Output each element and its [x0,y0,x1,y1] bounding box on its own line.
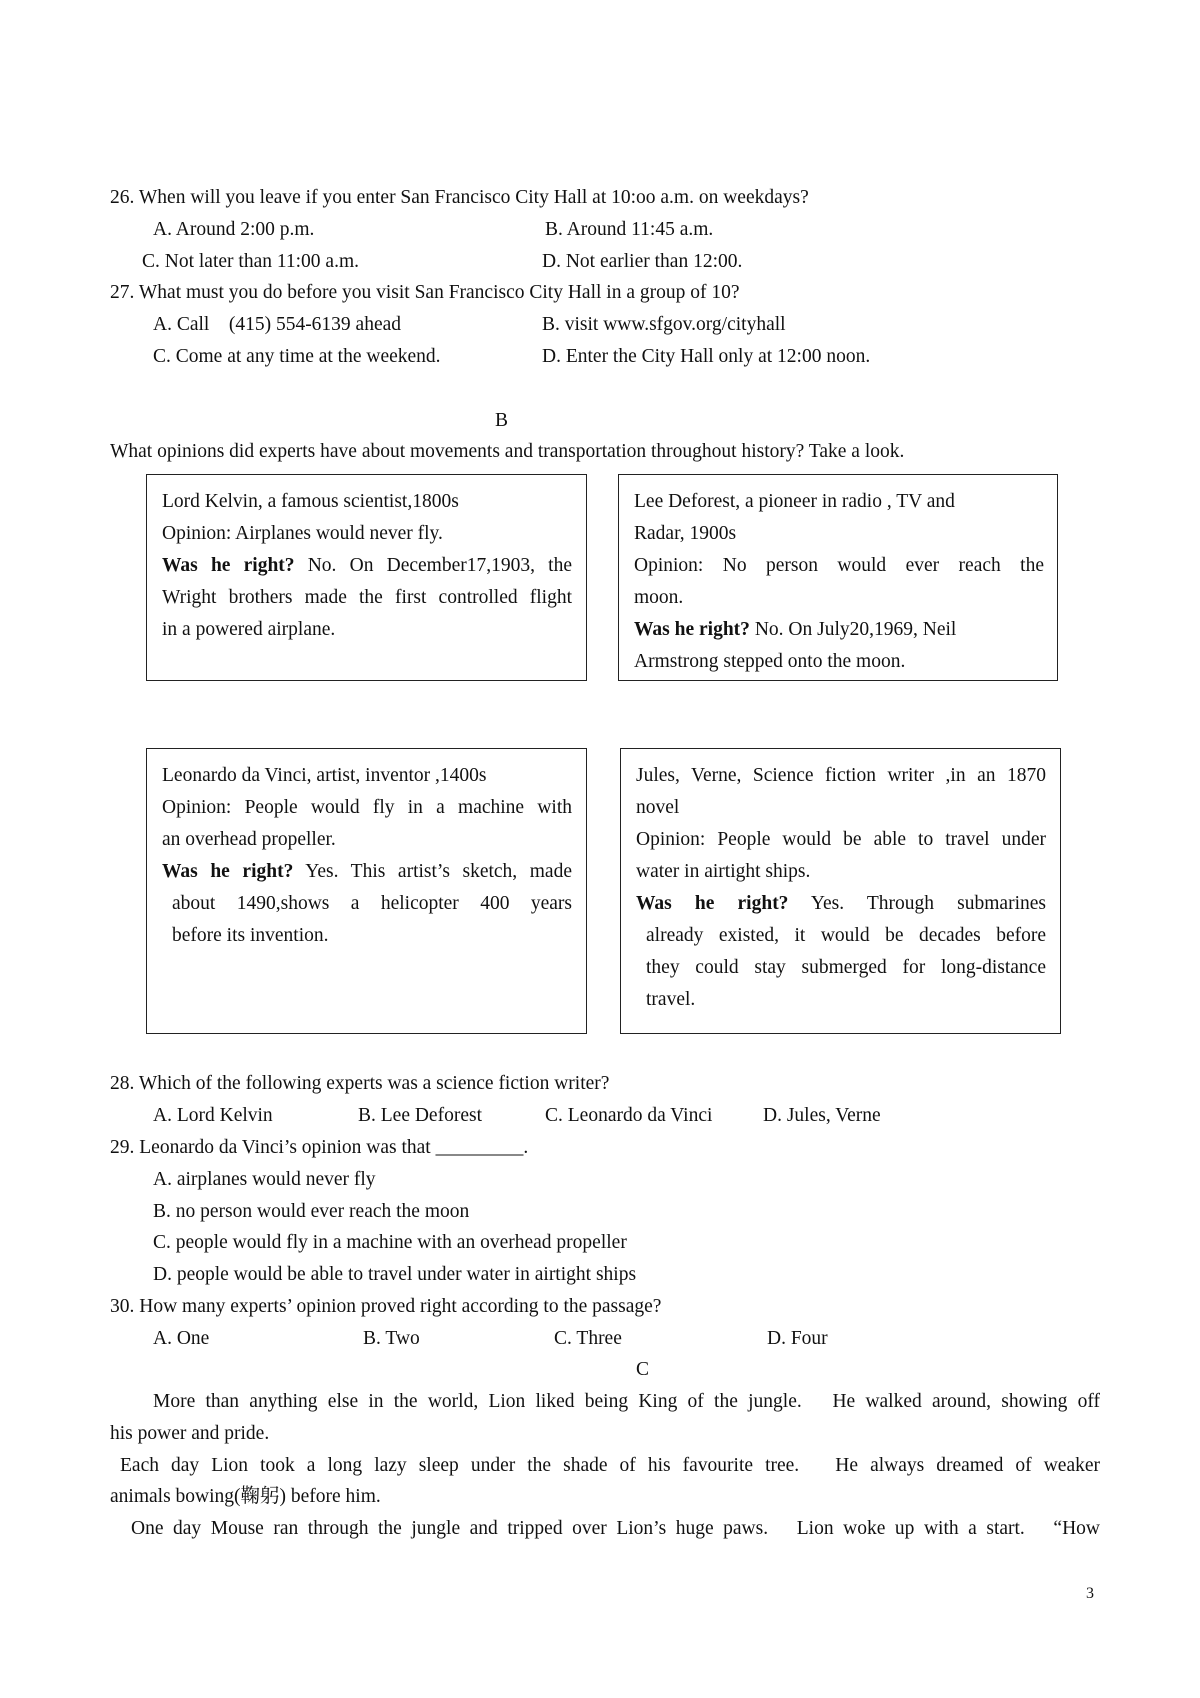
passage-c-line-5: One day Mouse ran through the jungle and tripped over Lion’s huge paws. Lion woke up with a start. “How [131,1518,1100,1539]
q30-option-b: B. Two [363,1328,420,1349]
q30-option-a: A. One [153,1328,210,1349]
verne-verdict-end: travel. [646,989,696,1010]
q27-stem: 27. What must you do before you visit San Francisco City Hall in a group of 10? [110,282,740,303]
q30-stem: 30. How many experts’ opinion proved right according to the passage? [110,1296,662,1317]
passage-c-line-1: More than anything else in the world, Lion liked being King of the jungle. He walked around, showing off [153,1391,1100,1412]
q28-option-a: A. Lord Kelvin [153,1105,273,1126]
kelvin-verdict-text: No. On December17,1903, the [294,555,572,576]
q28-stem: 28. Which of the following experts was a science fiction writer? [110,1073,610,1094]
passage-c-line-4: animals bowing(鞠躬) before him. [110,1486,381,1507]
section-b-intro: What opinions did experts have about movements and transportation throughout history? Take a look. [110,441,905,462]
expert-text-deforest [634,486,1044,678]
passage-c-line-2: his power and pride. [110,1423,270,1444]
verne-verdict-line-1: already existed, it would be decades before [646,925,1046,946]
verne-was-right-label: Was he right? [636,893,789,914]
verne-opinion-end: water in airtight ships. [636,861,811,882]
kelvin-verdict [162,550,572,582]
deforest-verdict-text: No. On July20,1969, Neil [749,619,957,640]
davinci-verdict-text: Yes. This artist’s sketch, made [293,861,572,882]
verne-verdict [636,888,1046,920]
deforest-name: Lee Deforest, a pioneer in radio , TV and [634,491,955,512]
deforest-verdict [634,614,1044,646]
davinci-was-right-label: Was he right? [162,861,294,882]
expert-text-verne [636,760,1046,1016]
q26-option-d: D. Not earlier than 12:00. [542,251,743,272]
q29-stem: 29. Leonardo da Vinci’s opinion was that _________. [110,1137,529,1158]
q29-option-c: C. people would fly in a machine with an overhead propeller [153,1232,627,1253]
verne-verdict-line-2: they could stay submerged for long-distance [646,957,1046,978]
davinci-opinion-end: an overhead propeller. [162,829,336,850]
q29-option-b: B. no person would ever reach the moon [153,1201,470,1222]
kelvin-verdict-line: Wright brothers made the first controlled flight [162,587,572,608]
page-number: 3 [1086,1585,1094,1602]
verne-opinion: Opinion: People would be able to travel under [636,829,1046,850]
expert-text-kelvin [162,486,572,646]
kelvin-verdict-end: in a powered airplane. [162,619,336,640]
davinci-verdict [162,856,572,888]
q27-option-b: B. visit www.sfgov.org/cityhall [542,314,786,335]
kelvin-name: Lord Kelvin, a famous scientist,1800s [162,491,459,512]
q28-option-d: D. Jules, Verne [763,1105,881,1126]
q26-stem: 26. When will you leave if you enter San Francisco City Hall at 10:oo a.m. on weekdays? [110,187,809,208]
kelvin-was-right-label: Was he right? [162,555,295,576]
q26-option-b: B. Around 11:45 a.m. [545,219,714,240]
q30-option-d: D. Four [767,1328,828,1349]
deforest-opinion: Opinion: No person would ever reach the [634,555,1044,576]
deforest-was-right-label: Was he right? [634,619,750,640]
deforest-opinion-end: moon. [634,587,684,608]
section-b-heading: B [495,410,509,431]
passage-c-line-3: Each day Lion took a long lazy sleep under the shade of his favourite tree. He always dreamed of weaker [120,1455,1100,1476]
q27-option-c: C. Come at any time at the weekend. [153,346,441,367]
verne-name: Jules, Verne, Science fiction writer ,in an 1870 [636,765,1046,786]
q29-option-a: A. airplanes would never fly [153,1169,376,1190]
q30-option-c: C. Three [554,1328,622,1349]
q29-option-d: D. people would be able to travel under water in airtight ships [153,1264,637,1285]
verne-name-end: novel [636,797,680,818]
q28-option-b: B. Lee Deforest [358,1105,482,1126]
verne-verdict-text: Yes. Through submarines [788,893,1046,914]
q27-option-a: A. Call (415) 554-6139 ahead [153,314,402,335]
q26-option-a: A. Around 2:00 p.m. [153,219,315,240]
q28-option-c: C. Leonardo da Vinci [545,1105,713,1126]
davinci-verdict-line: about 1490,shows a helicopter 400 years [172,893,572,914]
q27-option-d: D. Enter the City Hall only at 12:00 noon. [542,346,871,367]
expert-text-davinci [162,760,572,952]
davinci-verdict-end: before its invention. [172,925,329,946]
kelvin-opinion: Opinion: Airplanes would never fly. [162,523,443,544]
section-c-heading: C [636,1359,650,1380]
deforest-era: Radar, 1900s [634,523,737,544]
davinci-opinion: Opinion: People would fly in a machine with [162,797,572,818]
q26-option-c: C. Not later than 11:00 a.m. [142,251,359,272]
davinci-name: Leonardo da Vinci, artist, inventor ,1400s [162,765,487,786]
deforest-verdict-end: Armstrong stepped onto the moon. [634,651,906,672]
